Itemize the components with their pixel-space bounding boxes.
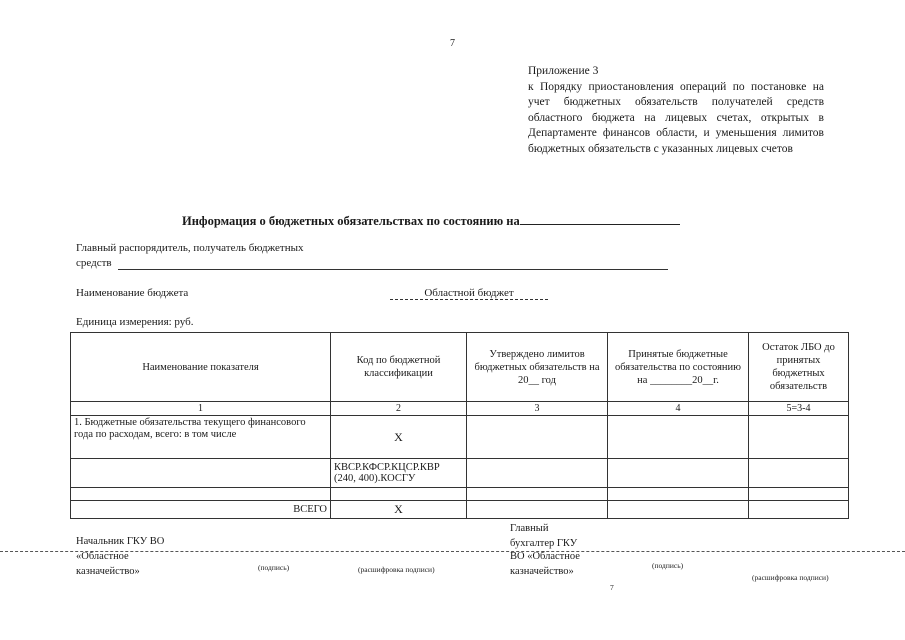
header-accepted-obligations: Принятые бюджетные обязательства по состоянию на ________20__г.	[608, 333, 749, 402]
table-cell	[749, 488, 849, 501]
recipient-label-line1: Главный распорядитель, получатель бюджетных	[76, 242, 304, 254]
recipient-label-text: средств	[76, 257, 112, 269]
col-number: 1	[71, 402, 331, 416]
column-number-row	[71, 402, 849, 416]
table-cell	[608, 416, 749, 459]
table-cell	[467, 488, 608, 501]
col-number: 2	[331, 402, 467, 416]
left-signer-title-2: «Областное	[76, 551, 129, 562]
col-number: 5=3-4	[749, 402, 849, 416]
table-cell	[467, 416, 608, 459]
table-row	[71, 459, 849, 488]
left-signature-caption: (подпись)	[258, 563, 290, 572]
date-blank-line	[520, 212, 680, 225]
right-decode-caption: (расшифровка подписи)	[752, 573, 829, 582]
table-cell	[467, 459, 608, 488]
divider-line	[0, 551, 905, 552]
right-signer-title-2: бухгалтер ГКУ	[510, 538, 578, 549]
page-number: 7	[450, 38, 455, 49]
left-signer-title-3: казначейство»	[76, 566, 140, 577]
right-signer-title-4: казначейство»	[510, 566, 574, 577]
table-row	[71, 416, 849, 459]
total-code: Х	[331, 501, 467, 519]
table-header-row	[71, 333, 849, 402]
header-remainder: Остаток ЛБО до принятых бюджетных обязательств	[749, 333, 849, 402]
obligations-table	[70, 332, 849, 519]
table-cell	[608, 488, 749, 501]
right-signature-caption: (подпись)	[652, 561, 684, 570]
table-cell	[608, 501, 749, 519]
table-cell	[749, 459, 849, 488]
left-decode-caption: (расшифровка подписи)	[358, 565, 435, 574]
table-row	[71, 488, 849, 501]
header-code: Код по бюджетной классификации	[331, 333, 467, 402]
table-cell	[467, 501, 608, 519]
col-number: 3	[467, 402, 608, 416]
right-signer-title-1: Главный	[510, 523, 549, 534]
table-cell	[608, 459, 749, 488]
left-signer-title-1: Начальник ГКУ ВО	[76, 536, 165, 547]
header-approved-limits: Утверждено лимитов бюджетных обязательств на 20__ год	[467, 333, 608, 402]
recipient-label-line2	[76, 257, 112, 269]
budget-label: Наименование бюджета	[76, 287, 189, 299]
budget-value: Областной бюджет	[390, 287, 548, 300]
right-signer-title-3: ВО «Областное	[510, 551, 580, 562]
table-cell	[749, 501, 849, 519]
row-code: КВСР.КФСР.КЦСР.КВР (240, 400).КОСГУ	[331, 459, 467, 488]
recipient-blank-line	[118, 269, 668, 270]
document-title-text: Информация о бюджетных обязательствах по состоянию на	[182, 214, 520, 228]
total-label: ВСЕГО	[71, 501, 331, 519]
appendix-heading: Приложение 3	[528, 65, 599, 77]
total-row	[71, 501, 849, 519]
unit-label: Единица измерения: руб.	[76, 316, 194, 328]
table-cell	[331, 488, 467, 501]
appendix-block	[528, 64, 824, 157]
row-code: Х	[331, 416, 467, 459]
row-name: 1. Бюджетные обязательства текущего финансового года по расходам, всего: в том числе	[71, 416, 331, 459]
col-number: 4	[608, 402, 749, 416]
table-cell	[71, 459, 331, 488]
appendix-text: к Порядку приостановления операций по постановке на учет бюджетных обязательств получателей средств областного бюджета на лицевых счетах, открытых в Департаменте финансов области, и уменьшения лимитов бюджетных обязательств с указанных лицевых счетов	[528, 80, 824, 155]
table-cell	[749, 416, 849, 459]
header-indicator: Наименование показателя	[71, 333, 331, 402]
document-title	[182, 212, 680, 229]
table-cell	[71, 488, 331, 501]
footer-page-number: 7	[610, 583, 614, 592]
